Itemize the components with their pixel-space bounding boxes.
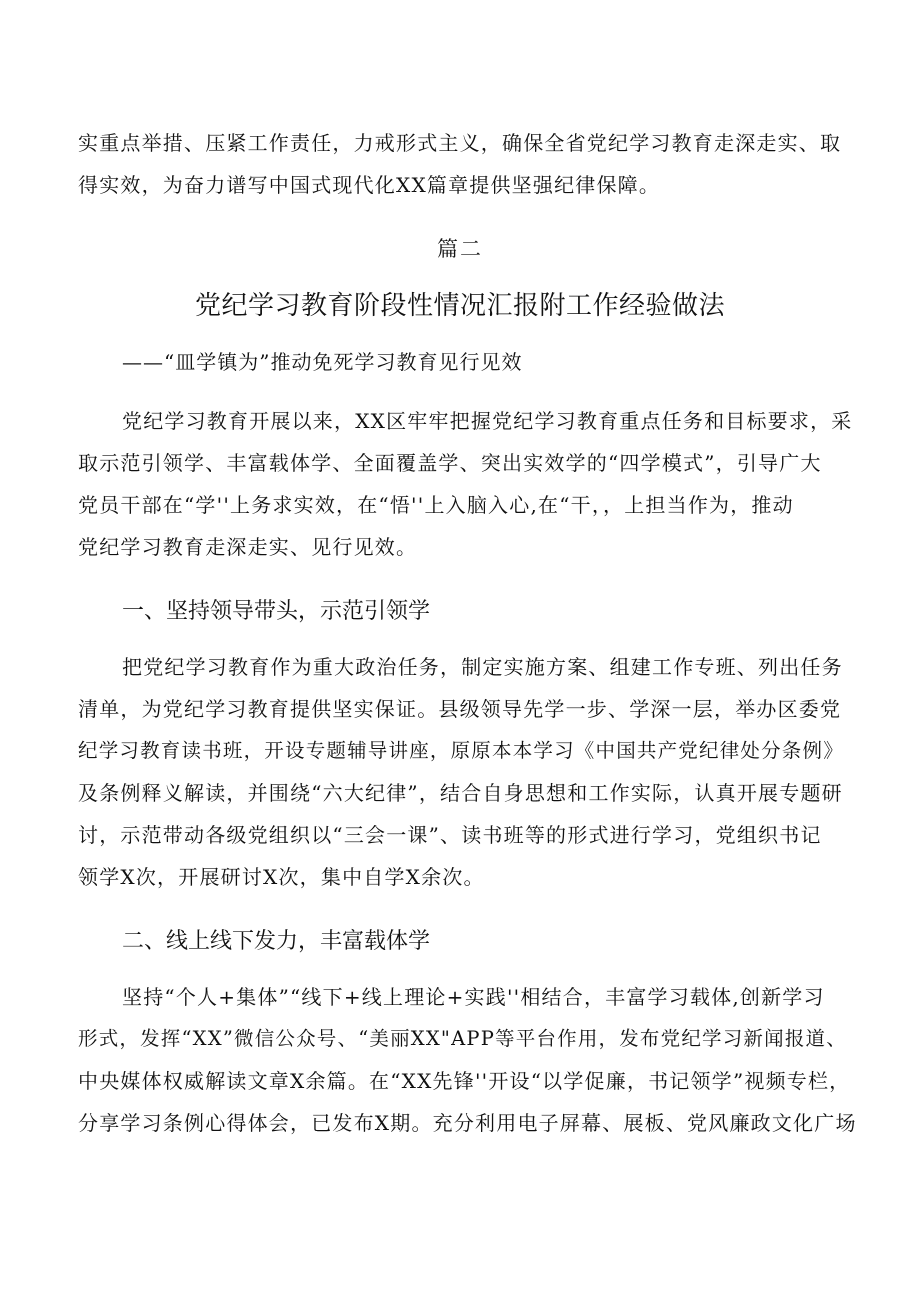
intro-line: 实重点举措、压紧工作责任，力戒形式主义，确保全省党纪学习教育走深走实、取 [78,131,842,155]
section-line: 纪学习教育读书班，开设专题辅导讲座，原原本本学习《中国共产党纪律处分条例》 [78,739,844,762]
section-line: 中央媒体权威解读文章X余篇。在“XX先锋''开设“以学促廉，书记领学”视频专栏， [78,1069,851,1093]
paragraph-line: 党员干部在“学''上务求实效，在“悟''上入脑入心,在“干，，上担当作为，推动 [78,493,794,517]
article-subtitle: ——“皿学镇为”推动免死学习教育见行见效 [122,350,523,374]
section-line: 坚持“个人+集体”“线下+线上理论+实践''相结合，丰富学习载体,创新学习 [122,985,825,1009]
section-line: 讨，示范带动各级党组织以“三会一课”、读书班等的形式进行学习，党组织书记 [78,823,822,847]
section-line: 把党纪学习教育作为重大政治任务，制定实施方案、组建工作专班、列出任务 [122,655,843,679]
intro-line: 得实效，为奋力谱写中国式现代化XX篇章提供坚强纪律保障。 [78,173,661,197]
paragraph-line: 取示范引领学、丰富载体学、全面覆盖学、突出实效学的“四学模式”，引导广大 [78,451,822,475]
section-label: 篇二 [437,237,483,261]
section-heading: 二、线上线下发力，丰富载体学 [122,929,431,954]
paragraph-line: 党纪学习教育走深走实、见行见效。 [78,535,418,559]
section-line: 清单，为党纪学习教育提供坚实保证。县级领导先学一步、学深一层，举办区委党 [78,697,842,721]
section-line: 及条例释义解读，并围绕“六大纪律”，结合自身思想和工作实际，认真开展专题研 [78,781,843,805]
paragraph-line: 党纪学习教育开展以来，XX区牢牢把握党纪学习教育重点任务和目标要求，采 [122,409,853,433]
section-heading: 一、坚持领导带头，示范引领学 [122,599,431,624]
section-line: 形式，发挥“XX”微信公众号、“美丽XX"APP等平台作用，发布党纪学习新闻报道、 [78,1027,847,1050]
section-line: 领学X次，开展研讨X次，集中自学X余次。 [78,865,485,889]
article-title: 党纪学习教育阶段性情况汇报附工作经验做法 [194,291,725,321]
section-line: 分享学习条例心得体会，已发布X期。充分利用电子屏幕、展板、党风廉政文化广场 [78,1111,857,1135]
